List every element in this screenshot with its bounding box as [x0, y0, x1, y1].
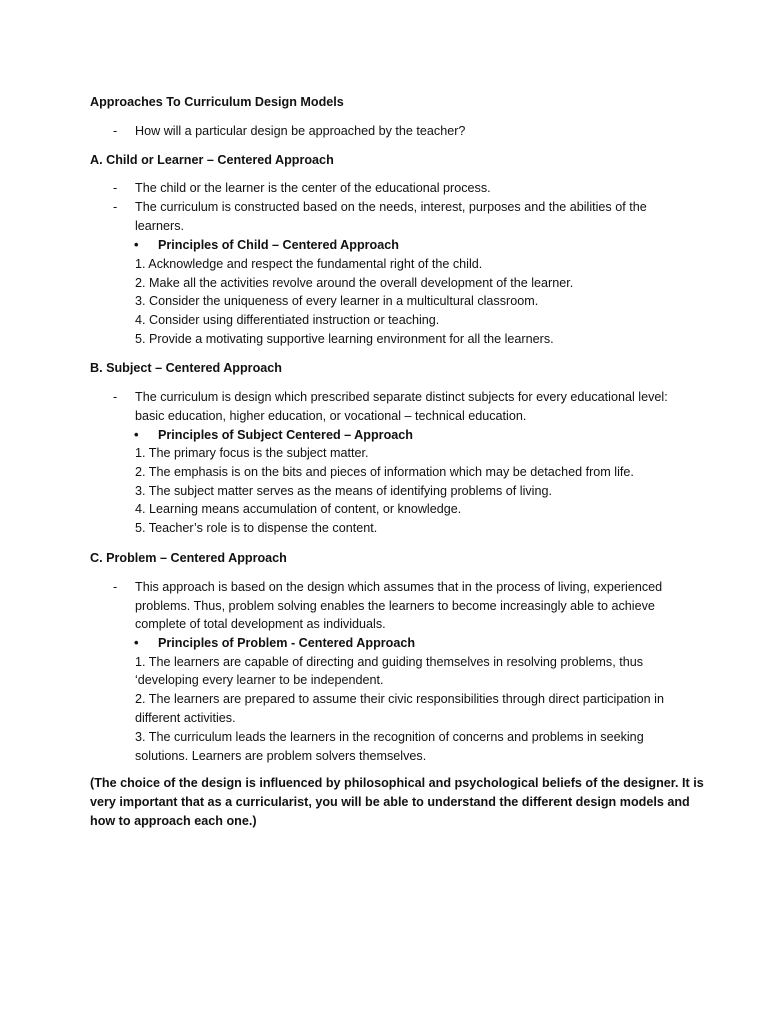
section-a-dash-1-text: The child or the learner is the center of the educational process.: [135, 181, 491, 195]
section-c-item-1-cont: ‘developing every learner to be independent.: [135, 673, 384, 687]
bullet-icon: •: [134, 427, 139, 442]
section-c-item-3-cont: solutions. Learners are problem solvers themselves.: [135, 749, 427, 763]
closing-line-3: how to approach each one.): [90, 814, 257, 828]
section-a-item: 5. Provide a motivating supportive learning environment for all the learners.: [135, 332, 554, 346]
section-a-item: 4. Consider using differentiated instruction or teaching.: [135, 313, 440, 327]
section-c-dash-1-text: This approach is based on the design which assumes that in the process of living, experienced: [135, 580, 663, 594]
dash-marker: -: [113, 580, 118, 594]
section-a-principles-title: Principles of Child – Centered Approach: [158, 238, 399, 252]
section-b-dash-1-text: The curriculum is design which prescribed separate distinct subjects for every educational level:: [135, 390, 668, 404]
section-c-principles-title: Principles of Problem - Centered Approach: [158, 636, 416, 650]
dash-marker: -: [113, 200, 118, 214]
section-c-heading: C. Problem – Centered Approach: [90, 551, 287, 565]
section-a-dash-2-text-cont: learners.: [135, 219, 184, 233]
section-c-item-1: 1. The learners are capable of directing and guiding themselves in resolving problems, thus: [135, 655, 644, 669]
section-b-item: 3. The subject matter serves as the means of identifying problems of living.: [135, 484, 552, 498]
section-c-item-2-cont: different activities.: [135, 711, 236, 725]
dash-marker: -: [113, 390, 118, 404]
closing-line-2: very important that as a curricularist, you will be able to understand the different design models and: [90, 795, 690, 809]
section-a-dash-2-text: The curriculum is constructed based on the needs, interest, purposes and the abilities of the: [135, 200, 647, 214]
section-b-item: 5. Teacher’s role is to dispense the content.: [135, 521, 378, 535]
section-b-dash-1-text-cont: basic education, higher education, or vocational – technical education.: [135, 409, 527, 423]
section-a-item: 3. Consider the uniqueness of every learner in a multicultural classroom.: [135, 294, 539, 308]
document-title: Approaches To Curriculum Design Models: [90, 95, 344, 109]
intro-question: How will a particular design be approached by the teacher?: [135, 124, 466, 138]
section-c-item-2: 2. The learners are prepared to assume their civic responsibilities through direct participation in: [135, 692, 664, 706]
bullet-icon: •: [134, 237, 139, 252]
section-a-heading: A. Child or Learner – Centered Approach: [90, 153, 334, 167]
section-c-item-3: 3. The curriculum leads the learners in the recognition of concerns and problems in seeking: [135, 730, 644, 744]
section-b-item: 2. The emphasis is on the bits and pieces of information which may be detached from life.: [135, 465, 634, 479]
section-b-item: 1. The primary focus is the subject matter.: [135, 446, 369, 460]
dash-marker: -: [113, 181, 118, 195]
section-b-heading: B. Subject – Centered Approach: [90, 361, 282, 375]
section-b-principles-title: Principles of Subject Centered – Approach: [158, 428, 413, 442]
section-b-item: 4. Learning means accumulation of content, or knowledge.: [135, 502, 462, 516]
section-c-dash-1-text-cont: complete of total development as individuals.: [135, 617, 386, 631]
section-c-dash-1-text-cont: problems. Thus, problem solving enables the learners to become increasingly able to achieve: [135, 599, 655, 613]
closing-line-1: (The choice of the design is influenced by philosophical and psychological beliefs of the designer. It is: [90, 776, 704, 790]
section-a-item: 2. Make all the activities revolve around the overall development of the learner.: [135, 276, 574, 290]
bullet-icon: •: [134, 635, 139, 650]
section-a-item: 1. Acknowledge and respect the fundamental right of the child.: [135, 257, 483, 271]
dash-marker: -: [113, 124, 118, 138]
